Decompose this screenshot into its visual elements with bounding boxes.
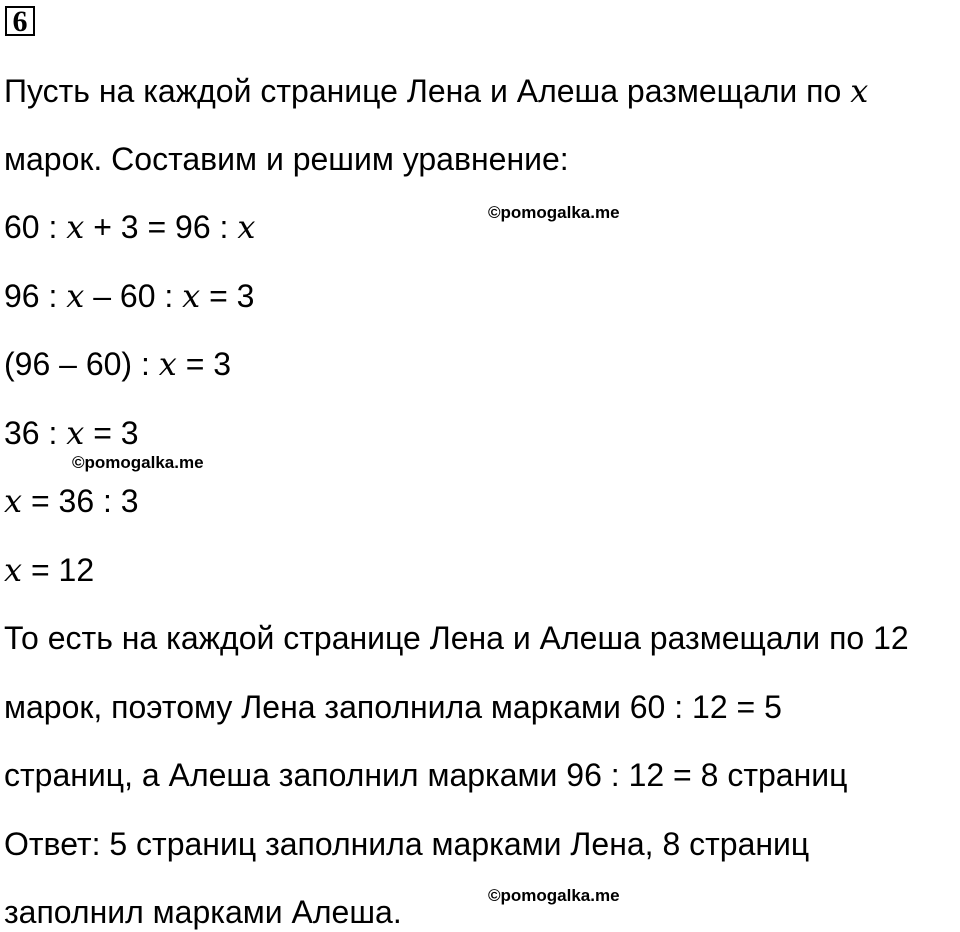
equation-3-part-b: = 3: [185, 346, 232, 382]
variable-x: x: [4, 551, 23, 589]
watermark: ©pomogalka.me: [488, 203, 620, 222]
variable-x: x: [182, 277, 201, 315]
equation-1-part-a: 60 :: [4, 209, 58, 245]
intro-line-2: марок. Составим и решим уравнение:: [4, 141, 569, 177]
variable-x: x: [66, 277, 85, 315]
equation-1: [4, 207, 255, 247]
equation-5-part-b: = 36 : 3: [30, 483, 139, 519]
equation-1-part-b: + 3 = 96 :: [93, 209, 229, 245]
equation-3-part-a: (96 – 60) :: [4, 346, 150, 382]
equation-6: [4, 550, 94, 590]
equation-2-part-c: = 3: [209, 278, 255, 314]
equation-3: [4, 344, 231, 384]
watermark: ©pomogalka.me: [72, 453, 204, 472]
equation-2-part-a: 96 :: [4, 278, 58, 314]
intro-text-1: Пусть на каждой странице Лена и Алеша размещали по: [4, 73, 842, 109]
equation-2: [4, 276, 254, 316]
equation-5: [4, 481, 139, 521]
variable-x: x: [66, 208, 85, 246]
conclusion-line-2: марок, поэтому Лена заполнила марками 60 : 12 = 5: [4, 689, 782, 725]
equation-6-part-b: = 12: [30, 552, 95, 588]
variable-x: x: [66, 414, 85, 452]
task-number: 6: [5, 6, 35, 36]
answer-line-2: заполнил марками Алеша.: [4, 894, 402, 930]
conclusion-line-1: То есть на каждой странице Лена и Алеша размещали по 12: [4, 620, 909, 656]
conclusion-line-3: страниц, а Алеша заполнил марками 96 : 12 = 8 страниц: [4, 757, 848, 793]
equation-4-part-b: = 3: [93, 415, 139, 451]
variable-x: x: [158, 345, 177, 383]
answer-line-1: Ответ: 5 страниц заполнила марками Лена, 8 страниц: [4, 826, 810, 862]
equation-2-part-b: – 60 :: [93, 278, 174, 314]
equation-4-part-a: 36 :: [4, 415, 58, 451]
variable-x: x: [850, 72, 869, 110]
variable-x: x: [4, 482, 23, 520]
equation-4: [4, 413, 139, 453]
variable-x: x: [237, 208, 256, 246]
watermark: ©pomogalka.me: [488, 886, 620, 905]
intro-line-1: [4, 71, 868, 111]
